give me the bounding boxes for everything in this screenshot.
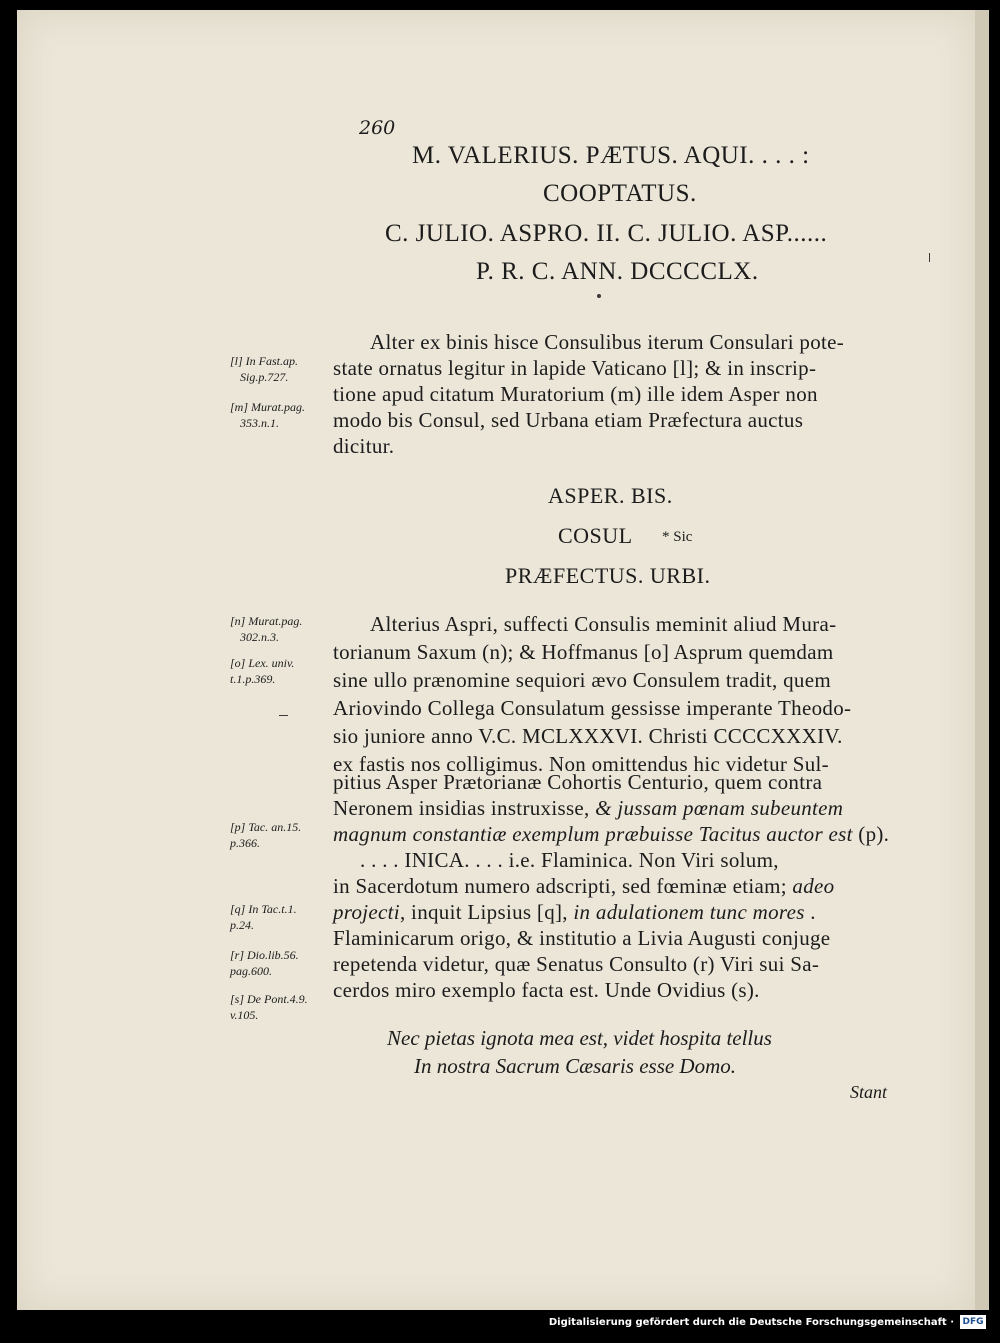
para2-line-10: . . . . INICA. . . . i.e. Flaminica. Non Viri solum,	[360, 848, 779, 872]
sic-mark: * Sic	[662, 529, 693, 545]
para2-line-8	[333, 796, 843, 821]
para2-line-15: cerdos miro exemplo facta est. Unde Ovidius (s).	[333, 978, 760, 1002]
note-q-1: [q] In Tac.t.1.	[230, 902, 297, 916]
heading-line-3: C. JULIO. ASPRO. II. C. JULIO. ASP......	[385, 220, 828, 247]
dfg-logo: DFG	[960, 1315, 986, 1329]
para2-line-3: sine ullo prænomine sequiori ævo Consulem tradit, quem	[333, 668, 831, 692]
note-m-2: 353.n.1.	[240, 416, 279, 430]
para2-line-2: torianum Saxum (n); & Hoffmanus [o] Asprum quemdam	[333, 640, 834, 664]
para2-line-7: pitius Asper Prætorianæ Cohortis Centurio, quem contra	[333, 770, 823, 794]
note-q-2: p.24.	[230, 918, 254, 932]
note-n-1: [n] Murat.pag.	[230, 614, 303, 628]
footer-credit: Digitalisierung gefördert durch die Deutsche Forschungsgemeinschaft ·	[548, 1317, 954, 1328]
para2-line-9	[333, 822, 889, 847]
margin-dash	[279, 715, 288, 716]
para1-line-2: state ornatus legitur in lapide Vaticano [l]; & in inscrip-	[333, 356, 817, 380]
para1-line-5: dicitur.	[333, 434, 395, 458]
inscription-line-1: ASPER. BIS.	[548, 483, 673, 508]
inscription-line-3: PRÆFECTUS. URBI.	[505, 563, 711, 588]
inscription-line-2: COSUL	[558, 523, 633, 548]
para2-line-11	[333, 874, 834, 899]
para2-line-13: Flaminicarum origo, & institutio a Livia Augusti conjuge	[333, 926, 831, 950]
note-s-1: [s] De Pont.4.9.	[230, 992, 308, 1006]
para2-line-9-a: magnum constantiæ exemplum præbuisse Tacitus auctor est	[333, 822, 853, 846]
note-r-1: [r] Dio.lib.56.	[230, 948, 299, 962]
para1-line-3: tione apud citatum Muratorium (m) ille idem Asper non	[333, 382, 818, 406]
note-l-1: [l] In Fast.ap.	[230, 354, 299, 368]
margin-mark	[929, 253, 930, 262]
para2-line-8-b: & jussam pœnam subeuntem	[595, 796, 844, 820]
catchword: Stant	[850, 1082, 888, 1102]
para2-line-12-c: in adulationem tunc mores	[573, 900, 805, 924]
para2-line-14: repetenda videtur, quæ Senatus Consulto (r) Viri sui Sa-	[333, 952, 820, 976]
note-o-1: [o] Lex. univ.	[230, 656, 295, 670]
note-p-2: p.366.	[230, 836, 260, 850]
note-n-2: 302.n.3.	[240, 630, 279, 644]
para2-line-8-a: Neronem insidias instruxisse,	[333, 796, 590, 820]
para2-line-12-a: projecti	[333, 900, 400, 924]
para2-line-11-b: adeo	[792, 874, 835, 898]
page-number: 260	[359, 117, 396, 139]
para2-line-4: Ariovindo Collega Consulatum gessisse imperante Theodo-	[333, 696, 852, 720]
para2-line-5: sio juniore anno V.C. MCLXXXVI. Christi CCCCXXXIV.	[333, 724, 843, 748]
heading-line-1: M. VALERIUS. PÆTUS. AQUI. . . . :	[412, 142, 810, 169]
verse-line-2: In nostra Sacrum Cæsaris esse Domo.	[414, 1054, 737, 1078]
para2-line-12-b: , inquit Lipsius [q],	[399, 900, 568, 924]
para1-line-1: Alter ex binis hisce Consulibus iterum Consulari pote-	[370, 330, 845, 354]
note-s-2: v.105.	[230, 1008, 259, 1022]
para2-line-12-d: .	[810, 900, 816, 924]
para2-line-6: ex fastis nos colligimus. Non omittendus hic videtur Sul-	[333, 752, 829, 776]
para1-line-4: modo bis Consul, sed Urbana etiam Præfectura auctus	[333, 408, 804, 432]
para2-line-11-a: in Sacerdotum numero adscripti, sed fœminæ etiam;	[333, 874, 787, 898]
ornament-dot	[597, 294, 601, 298]
note-m-1: [m] Murat.pag.	[230, 400, 306, 414]
verse-line-1: Nec pietas ignota mea est, videt hospita tellus	[387, 1026, 772, 1050]
page-edge	[975, 10, 989, 1310]
note-o-2: t.1.p.369.	[230, 672, 276, 686]
note-p-1: [p] Tac. an.15.	[230, 820, 302, 834]
heading-line-2: COOPTATUS.	[543, 180, 697, 207]
para2-line-12	[333, 900, 816, 925]
note-r-2: pag.600.	[230, 964, 272, 978]
note-l-2: Sig.p.727.	[240, 370, 289, 384]
para2-line-1: Alterius Aspri, suffecti Consulis meminit aliud Mura-	[370, 612, 837, 636]
para2-line-9-b: (p).	[858, 822, 890, 846]
heading-line-4: P. R. C. ANN. DCCCCLX.	[476, 258, 759, 285]
